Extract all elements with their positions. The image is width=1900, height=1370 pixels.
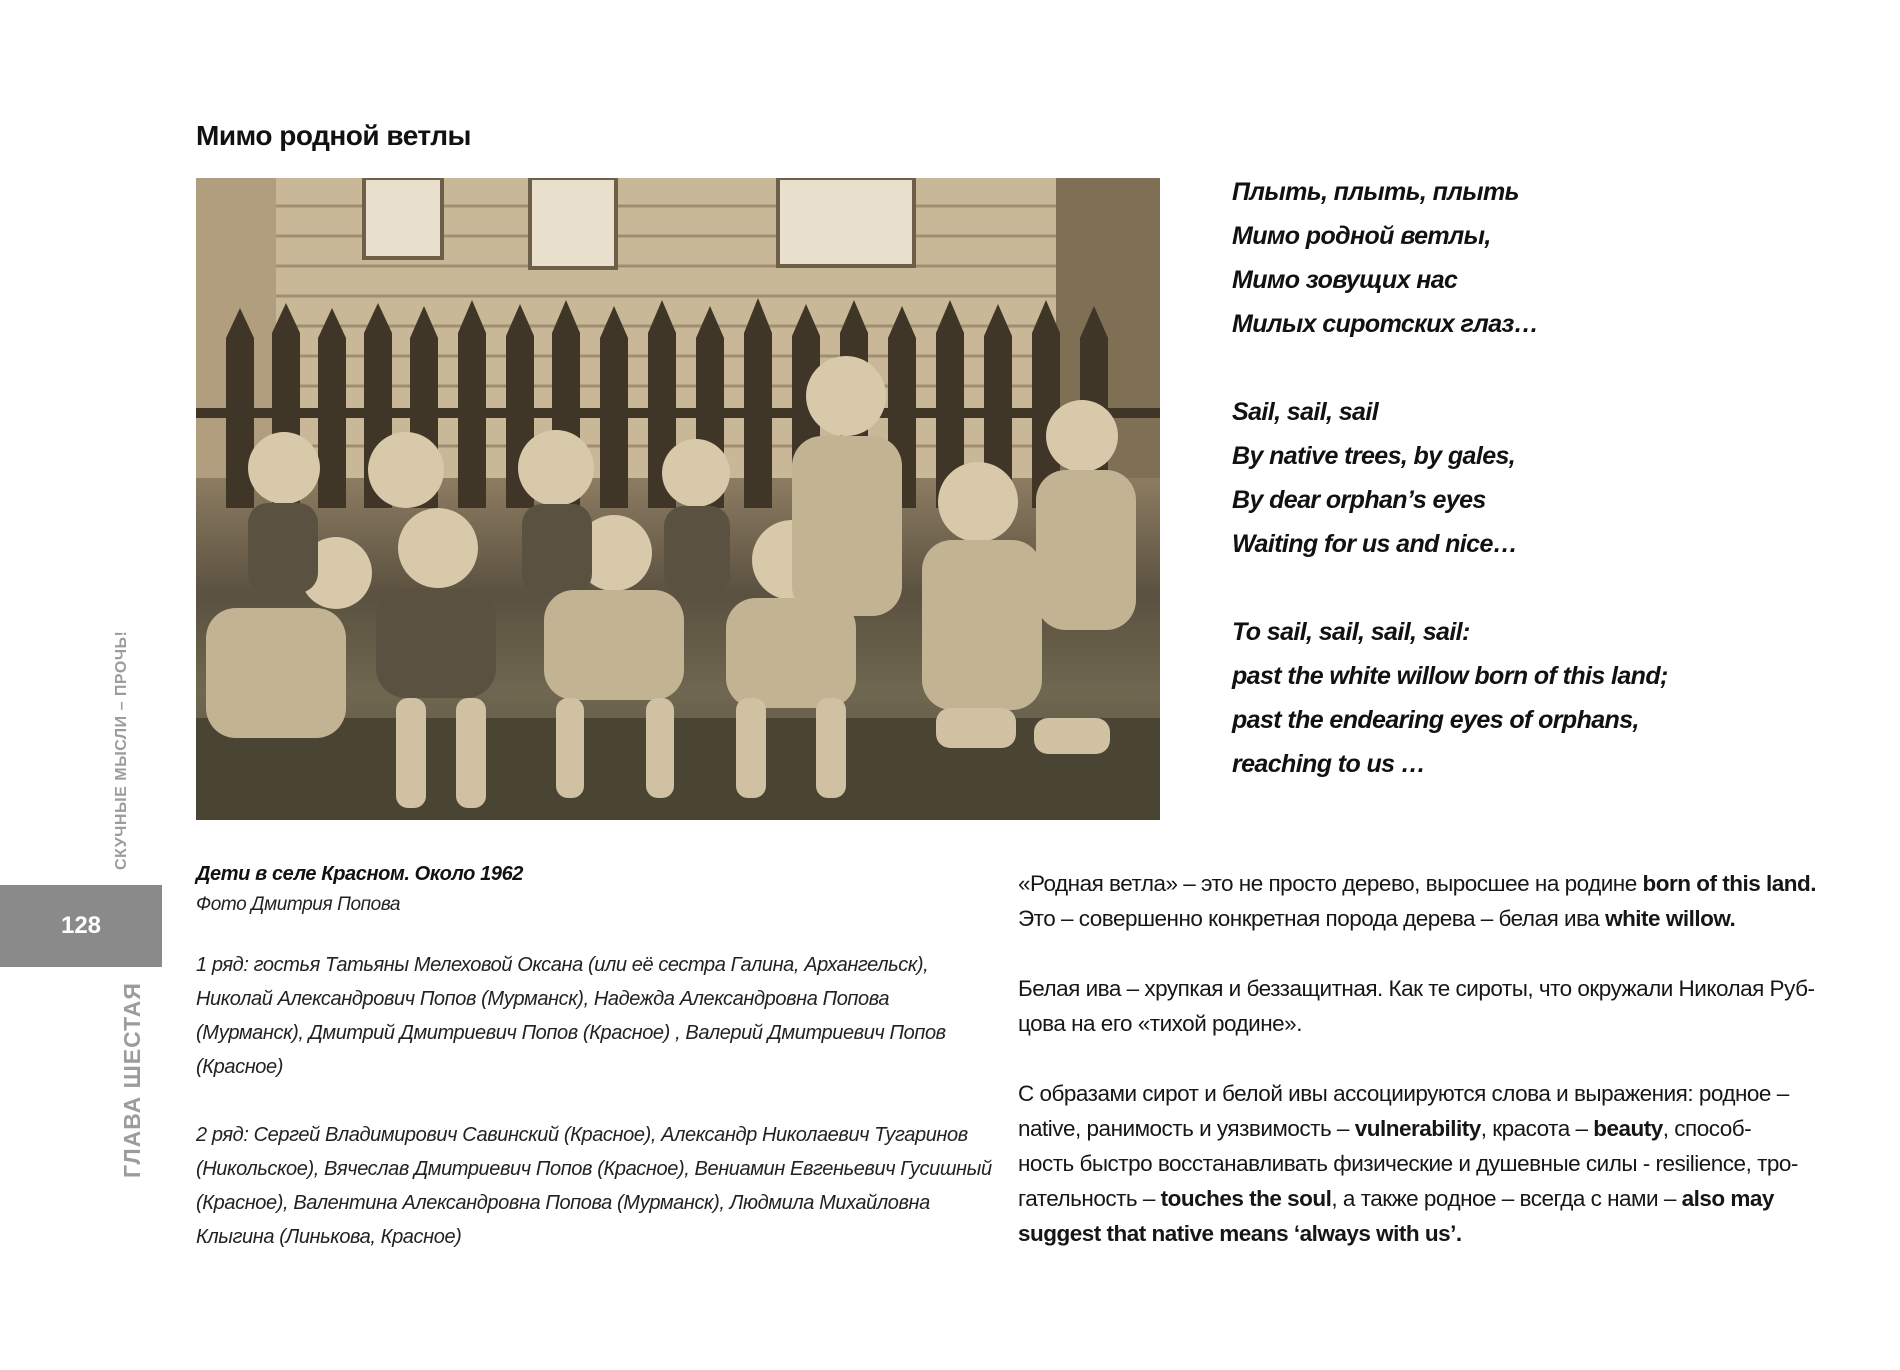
poem-line: Мимо родной ветлы,: [1232, 222, 1491, 250]
poem-stanza-russian: [1232, 170, 1852, 346]
body-line: «Родная ветла» – это не просто дерево, выросшее на родине born of this land.: [1018, 871, 1816, 896]
body-line: С образами сирот и белой ивы ассоциируются слова и выражения: родное –: [1018, 1081, 1789, 1106]
poem: [1232, 170, 1852, 830]
poem-line: By dear orphan’s eyes: [1232, 486, 1486, 514]
caption-title: Дети в селе Красном. Около 1962: [196, 863, 524, 885]
poem-stanza-english-2: [1232, 610, 1852, 786]
running-title: СКУЧНЫЕ МЫСЛИ – ПРОЧЬ!: [113, 630, 130, 870]
caption-line: 2 ряд: Сергей Владимирович Савинский (Красное), Александр Николаевич Тугаринов: [196, 1124, 968, 1146]
paragraph-1: [1018, 866, 1816, 936]
photo-credit: Фото Дмитрия Попова: [196, 894, 401, 915]
poem-line: reaching to us …: [1232, 750, 1426, 778]
body-text: [1018, 866, 1816, 1286]
poem-stanza-english-1: [1232, 390, 1852, 566]
caption-line: (Красное): [196, 1056, 284, 1078]
caption-line: Николай Александрович Попов (Мурманск), Надежда Александровна Попова: [196, 988, 890, 1010]
poem-line: past the white willow born of this land;: [1232, 662, 1668, 690]
body-line: native, ранимость и уязвимость – vulnerability, красота – beauty, способ-: [1018, 1116, 1752, 1141]
paragraph-3: [1018, 1076, 1808, 1251]
caption-row-2: [196, 1118, 992, 1254]
page-number: 128: [60, 912, 102, 939]
caption-line: (Мурманск), Дмитрий Дмитриевич Попов (Красное) , Валерий Дмитриевич Попов: [196, 1022, 946, 1044]
caption-line: (Никольское), Вячеслав Дмитриевич Попов (Красное), Вениамин Евгеньевич Гусишный: [196, 1158, 992, 1180]
poem-line: past the endearing eyes of orphans,: [1232, 706, 1639, 734]
poem-line: Мимо зовущих нас: [1232, 266, 1458, 294]
caption-line: Клыгина (Линькова, Красное): [196, 1226, 462, 1248]
body-line: гательность – touches the soul, а также родное – всегда с нами – also may: [1018, 1186, 1774, 1211]
photo-caption: [196, 858, 992, 1288]
page-number-badge: [0, 885, 162, 967]
body-line: цова на его «тихой родине».: [1018, 1011, 1302, 1036]
body-line: Белая ива – хрупкая и беззащитная. Как те сироты, что окружали Николая Руб-: [1018, 976, 1815, 1001]
paragraph-2: [1018, 971, 1815, 1041]
article-heading: Мимо родной ветлы: [196, 120, 471, 151]
body-line: suggest that native means ‘always with us’.: [1018, 1221, 1462, 1246]
caption-line: (Красное), Валентина Александровна Попова (Мурманск), Людмила Михайловна: [196, 1192, 930, 1214]
body-line: Это – совершенно конкретная порода дерева – белая ива white willow.: [1018, 906, 1736, 931]
poem-line: Плыть, плыть, плыть: [1232, 178, 1519, 206]
body-line: ность быстро восстанавливать физические и душевные силы - resilience, тро-: [1018, 1151, 1798, 1176]
children-photo: [196, 178, 1160, 820]
poem-line: To sail, sail, sail, sail:: [1232, 618, 1470, 646]
chapter-title: ГЛАВА ШЕСТАЯ: [119, 982, 145, 1178]
caption-line: 1 ряд: гостья Татьяны Мелеховой Оксана (или её сестра Галина, Архангельск),: [196, 954, 929, 976]
poem-line: Waiting for us and nice…: [1232, 530, 1518, 558]
poem-line: Милых сиротских глаз…: [1232, 310, 1539, 338]
poem-line: By native trees, by gales,: [1232, 442, 1516, 470]
caption-row-1: [196, 948, 986, 1084]
poem-line: Sail, sail, sail: [1232, 398, 1379, 426]
